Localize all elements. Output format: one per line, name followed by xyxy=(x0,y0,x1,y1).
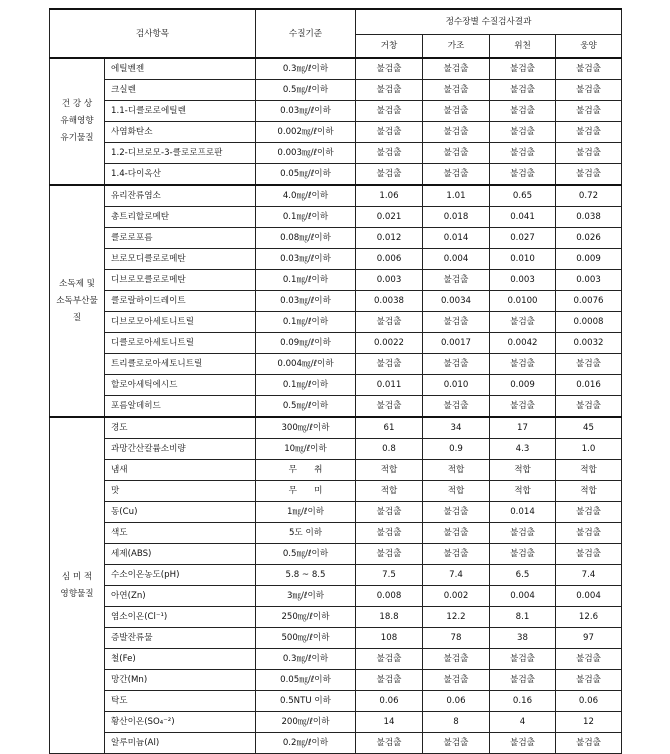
result-value: 불검출 xyxy=(490,143,556,164)
result-value: 45 xyxy=(556,417,622,439)
result-value: 78 xyxy=(423,628,490,649)
result-value: 14 xyxy=(356,712,423,733)
category-label: 유기물질 xyxy=(60,133,94,143)
table-row xyxy=(50,122,622,143)
result-value: 불검출 xyxy=(556,649,622,670)
result-value: 1.01 xyxy=(423,185,490,207)
table-row xyxy=(50,607,622,628)
result-value: 0.038 xyxy=(556,207,622,228)
standard-value: 0.5㎎/ℓ이하 xyxy=(256,544,356,565)
standard-value: 0.5㎎/ℓ이하 xyxy=(256,396,356,418)
result-value: 0.003 xyxy=(490,270,556,291)
table-row xyxy=(50,733,622,754)
category-cell xyxy=(50,58,105,185)
standard-value: 0.1㎎/ℓ이하 xyxy=(256,375,356,396)
result-value: 0.018 xyxy=(423,207,490,228)
result-value: 0.0076 xyxy=(556,291,622,312)
header-results: 정수장별 수질검사결과 xyxy=(356,9,622,35)
item-name: 황산이온(SO₄⁻²) xyxy=(105,712,256,733)
standard-value: 0.5㎎/ℓ이하 xyxy=(256,80,356,101)
result-value: 불검출 xyxy=(356,396,423,418)
result-value: 불검출 xyxy=(490,523,556,544)
category-label: 건 강 상 xyxy=(61,99,93,109)
item-name: 냄새 xyxy=(105,460,256,481)
result-value: 불검출 xyxy=(556,396,622,418)
result-value: 0.014 xyxy=(423,228,490,249)
result-value: 불검출 xyxy=(490,312,556,333)
table-row xyxy=(50,544,622,565)
category-cell xyxy=(50,417,105,754)
result-value: 0.006 xyxy=(356,249,423,270)
standard-value: 500㎎/ℓ이하 xyxy=(256,628,356,649)
result-value: 0.06 xyxy=(356,691,423,712)
result-value: 불검출 xyxy=(490,164,556,186)
result-value: 불검출 xyxy=(423,396,490,418)
result-value: 불검출 xyxy=(556,733,622,754)
item-name: 총트리할로메탄 xyxy=(105,207,256,228)
table-row xyxy=(50,375,622,396)
category-label: 소독부산물질 xyxy=(56,295,98,323)
result-value: 불검출 xyxy=(356,143,423,164)
result-value: 불검출 xyxy=(490,80,556,101)
standard-value: 0.3㎎/ℓ이하 xyxy=(256,649,356,670)
result-value: 0.0022 xyxy=(356,333,423,354)
result-value: 1.0 xyxy=(556,439,622,460)
result-value: 적합 xyxy=(490,481,556,502)
result-value: 불검출 xyxy=(423,502,490,523)
header-standard: 수질기준 xyxy=(256,9,356,58)
result-value: 8 xyxy=(423,712,490,733)
standard-value: 0.003㎎/ℓ이하 xyxy=(256,143,356,164)
result-value: 불검출 xyxy=(490,733,556,754)
table-row xyxy=(50,712,622,733)
item-name: 클로랄하이드레이트 xyxy=(105,291,256,312)
result-value: 0.008 xyxy=(356,586,423,607)
result-value: 108 xyxy=(356,628,423,649)
header-plant: 위천 xyxy=(490,35,556,59)
item-name: 디브로모클로로메탄 xyxy=(105,270,256,291)
header-plant: 웅양 xyxy=(556,35,622,59)
standard-value: 5도 이하 xyxy=(256,523,356,544)
result-value: 불검출 xyxy=(490,396,556,418)
result-value: 0.026 xyxy=(556,228,622,249)
table-row xyxy=(50,143,622,164)
result-value: 불검출 xyxy=(556,544,622,565)
standard-value: 0.3㎎/ℓ이하 xyxy=(256,58,356,80)
result-value: 0.8 xyxy=(356,439,423,460)
item-name: 동(Cu) xyxy=(105,502,256,523)
item-name: 염소이온(Cl⁻¹) xyxy=(105,607,256,628)
result-value: 12.6 xyxy=(556,607,622,628)
result-value: 불검출 xyxy=(490,354,556,375)
table-row xyxy=(50,502,622,523)
result-value: 불검출 xyxy=(356,101,423,122)
item-name: 아연(Zn) xyxy=(105,586,256,607)
table-row xyxy=(50,270,622,291)
standard-value: 0.09㎎/ℓ이하 xyxy=(256,333,356,354)
standard-value: 5.8 ~ 8.5 xyxy=(256,565,356,586)
table-row xyxy=(50,312,622,333)
result-value: 불검출 xyxy=(556,101,622,122)
result-value: 불검출 xyxy=(556,523,622,544)
result-value: 불검출 xyxy=(556,502,622,523)
result-value: 18.8 xyxy=(356,607,423,628)
result-value: 12 xyxy=(556,712,622,733)
result-value: 61 xyxy=(356,417,423,439)
standard-value: 4.0㎎/ℓ이하 xyxy=(256,185,356,207)
category-label: 소독제 및 xyxy=(59,278,95,289)
table-row xyxy=(50,565,622,586)
standard-value: 무 미 xyxy=(256,481,356,502)
table-row xyxy=(50,333,622,354)
item-name: 에틸벤젠 xyxy=(105,58,256,80)
item-name: 1.2-디브로모-3-클로로프로판 xyxy=(105,143,256,164)
result-value: 불검출 xyxy=(423,58,490,80)
item-name: 맛 xyxy=(105,481,256,502)
result-value: 불검출 xyxy=(556,58,622,80)
table-row xyxy=(50,185,622,207)
result-value: 4 xyxy=(490,712,556,733)
item-name: 디브로모아세토니트릴 xyxy=(105,312,256,333)
standard-value: 1㎎/ℓ이하 xyxy=(256,502,356,523)
result-value: 불검출 xyxy=(556,670,622,691)
result-value: 0.004 xyxy=(490,586,556,607)
item-name: 할로아세틱에시드 xyxy=(105,375,256,396)
result-value: 0.0008 xyxy=(556,312,622,333)
item-name: 트리클로로아세토니트릴 xyxy=(105,354,256,375)
result-value: 0.011 xyxy=(356,375,423,396)
result-value: 0.003 xyxy=(556,270,622,291)
standard-value: 0.1㎎/ℓ이하 xyxy=(256,207,356,228)
standard-value: 0.1㎎/ℓ이하 xyxy=(256,270,356,291)
result-value: 불검출 xyxy=(356,649,423,670)
item-name: 유리잔류염소 xyxy=(105,185,256,207)
result-value: 불검출 xyxy=(356,733,423,754)
item-name: 클로로포름 xyxy=(105,228,256,249)
item-name: 색도 xyxy=(105,523,256,544)
category-label: 영향물질 xyxy=(60,588,94,599)
result-value: 불검출 xyxy=(556,354,622,375)
result-value: 7.4 xyxy=(423,565,490,586)
result-value: 0.0034 xyxy=(423,291,490,312)
table-row xyxy=(50,58,622,80)
result-value: 불검출 xyxy=(490,58,556,80)
water-quality-table xyxy=(49,8,622,754)
result-value: 불검출 xyxy=(356,58,423,80)
standard-value: 200㎎/ℓ이하 xyxy=(256,712,356,733)
table-row xyxy=(50,207,622,228)
result-value: 적합 xyxy=(356,460,423,481)
result-value: 불검출 xyxy=(423,164,490,186)
result-value: 0.009 xyxy=(490,375,556,396)
result-value: 97 xyxy=(556,628,622,649)
result-value: 0.72 xyxy=(556,185,622,207)
category-label: 심 미 적 xyxy=(61,571,93,582)
result-value: 불검출 xyxy=(490,544,556,565)
header-plant: 가조 xyxy=(423,35,490,59)
result-value: 0.16 xyxy=(490,691,556,712)
result-value: 불검출 xyxy=(423,354,490,375)
result-value: 0.012 xyxy=(356,228,423,249)
standard-value: 0.05㎎/ℓ이하 xyxy=(256,164,356,186)
result-value: 적합 xyxy=(423,460,490,481)
category-label: 유해영향 xyxy=(60,116,94,126)
result-value: 불검출 xyxy=(423,143,490,164)
item-name: 크실렌 xyxy=(105,80,256,101)
standard-value: 0.5NTU 이하 xyxy=(256,691,356,712)
result-value: 6.5 xyxy=(490,565,556,586)
result-value: 불검출 xyxy=(556,80,622,101)
standard-value: 3㎎/ℓ이하 xyxy=(256,586,356,607)
result-value: 불검출 xyxy=(423,80,490,101)
result-value: 불검출 xyxy=(556,143,622,164)
item-name: 디클로로아세토니트릴 xyxy=(105,333,256,354)
table-row xyxy=(50,649,622,670)
result-value: 0.004 xyxy=(423,249,490,270)
result-value: 0.003 xyxy=(356,270,423,291)
result-value: 38 xyxy=(490,628,556,649)
standard-value: 0.004㎎/ℓ이하 xyxy=(256,354,356,375)
table-row xyxy=(50,670,622,691)
table-row xyxy=(50,586,622,607)
result-value: 12.2 xyxy=(423,607,490,628)
table-row xyxy=(50,481,622,502)
result-value: 34 xyxy=(423,417,490,439)
standard-value: 0.03㎎/ℓ이하 xyxy=(256,291,356,312)
item-name: 사염화탄소 xyxy=(105,122,256,143)
standard-value: 무 취 xyxy=(256,460,356,481)
result-value: 4.3 xyxy=(490,439,556,460)
item-name: 탁도 xyxy=(105,691,256,712)
result-value: 불검출 xyxy=(423,101,490,122)
result-value: 0.0100 xyxy=(490,291,556,312)
result-value: 불검출 xyxy=(356,670,423,691)
header-plant: 거창 xyxy=(356,35,423,59)
result-value: 0.002 xyxy=(423,586,490,607)
result-value: 0.0017 xyxy=(423,333,490,354)
result-value: 17 xyxy=(490,417,556,439)
result-value: 불검출 xyxy=(490,101,556,122)
item-name: 포름알데히드 xyxy=(105,396,256,418)
standard-value: 0.1㎎/ℓ이하 xyxy=(256,312,356,333)
result-value: 불검출 xyxy=(356,354,423,375)
result-value: 0.027 xyxy=(490,228,556,249)
category-cell xyxy=(50,185,105,417)
header-item: 검사항목 xyxy=(50,9,256,58)
result-value: 0.010 xyxy=(423,375,490,396)
standard-value: 0.002㎎/ℓ이하 xyxy=(256,122,356,143)
table-row xyxy=(50,164,622,186)
result-value: 0.0038 xyxy=(356,291,423,312)
standard-value: 0.05㎎/ℓ이하 xyxy=(256,670,356,691)
result-value: 0.9 xyxy=(423,439,490,460)
table-row xyxy=(50,628,622,649)
table-row xyxy=(50,691,622,712)
item-name: 증발잔류물 xyxy=(105,628,256,649)
table-body xyxy=(50,58,622,754)
item-name: 과망간산칼륨소비량 xyxy=(105,439,256,460)
result-value: 적합 xyxy=(356,481,423,502)
result-value: 0.06 xyxy=(556,691,622,712)
result-value: 0.009 xyxy=(556,249,622,270)
result-value: 불검출 xyxy=(423,122,490,143)
standard-value: 0.08㎎/ℓ이하 xyxy=(256,228,356,249)
table-row xyxy=(50,101,622,122)
standard-value: 0.03㎎/ℓ이하 xyxy=(256,249,356,270)
result-value: 0.016 xyxy=(556,375,622,396)
result-value: 불검출 xyxy=(423,733,490,754)
result-value: 불검출 xyxy=(423,670,490,691)
standard-value: 300㎎/ℓ이하 xyxy=(256,417,356,439)
result-value: 적합 xyxy=(490,460,556,481)
table-row xyxy=(50,228,622,249)
result-value: 불검출 xyxy=(423,523,490,544)
table-row xyxy=(50,460,622,481)
table-row xyxy=(50,354,622,375)
result-value: 적합 xyxy=(556,460,622,481)
table-row xyxy=(50,249,622,270)
table-row xyxy=(50,396,622,418)
result-value: 0.06 xyxy=(423,691,490,712)
table-row xyxy=(50,291,622,312)
result-value: 불검출 xyxy=(356,502,423,523)
item-name: 망간(Mn) xyxy=(105,670,256,691)
result-value: 불검출 xyxy=(356,544,423,565)
table-row xyxy=(50,417,622,439)
result-value: 0.0042 xyxy=(490,333,556,354)
table-row xyxy=(50,80,622,101)
item-name: 알루미늄(Al) xyxy=(105,733,256,754)
result-value: 불검출 xyxy=(490,649,556,670)
result-value: 불검출 xyxy=(423,270,490,291)
item-name: 경도 xyxy=(105,417,256,439)
result-value: 불검출 xyxy=(490,122,556,143)
item-name: 수소이온농도(pH) xyxy=(105,565,256,586)
result-value: 0.014 xyxy=(490,502,556,523)
result-value: 불검출 xyxy=(356,312,423,333)
result-value: 7.5 xyxy=(356,565,423,586)
result-value: 7.4 xyxy=(556,565,622,586)
result-value: 불검출 xyxy=(356,122,423,143)
result-value: 0.041 xyxy=(490,207,556,228)
standard-value: 0.03㎎/ℓ이하 xyxy=(256,101,356,122)
result-value: 0.010 xyxy=(490,249,556,270)
standard-value: 0.2㎎/ℓ이하 xyxy=(256,733,356,754)
result-value: 1.06 xyxy=(356,185,423,207)
result-value: 적합 xyxy=(556,481,622,502)
result-value: 불검출 xyxy=(556,164,622,186)
result-value: 불검출 xyxy=(423,649,490,670)
standard-value: 250㎎/ℓ이하 xyxy=(256,607,356,628)
result-value: 불검출 xyxy=(490,670,556,691)
result-value: 불검출 xyxy=(356,80,423,101)
result-value: 적합 xyxy=(423,481,490,502)
result-value: 불검출 xyxy=(356,164,423,186)
result-value: 불검출 xyxy=(356,523,423,544)
result-value: 0.004 xyxy=(556,586,622,607)
table-row xyxy=(50,439,622,460)
item-name: 브로모디클로로메탄 xyxy=(105,249,256,270)
item-name: 철(Fe) xyxy=(105,649,256,670)
item-name: 세제(ABS) xyxy=(105,544,256,565)
result-value: 불검출 xyxy=(423,544,490,565)
result-value: 0.65 xyxy=(490,185,556,207)
standard-value: 10㎎/ℓ이하 xyxy=(256,439,356,460)
result-value: 8.1 xyxy=(490,607,556,628)
result-value: 0.0032 xyxy=(556,333,622,354)
result-value: 0.021 xyxy=(356,207,423,228)
result-value: 불검출 xyxy=(423,312,490,333)
item-name: 1.4-다이옥산 xyxy=(105,164,256,186)
item-name: 1.1-디클로로에틸렌 xyxy=(105,101,256,122)
result-value: 불검출 xyxy=(556,122,622,143)
table-row xyxy=(50,523,622,544)
